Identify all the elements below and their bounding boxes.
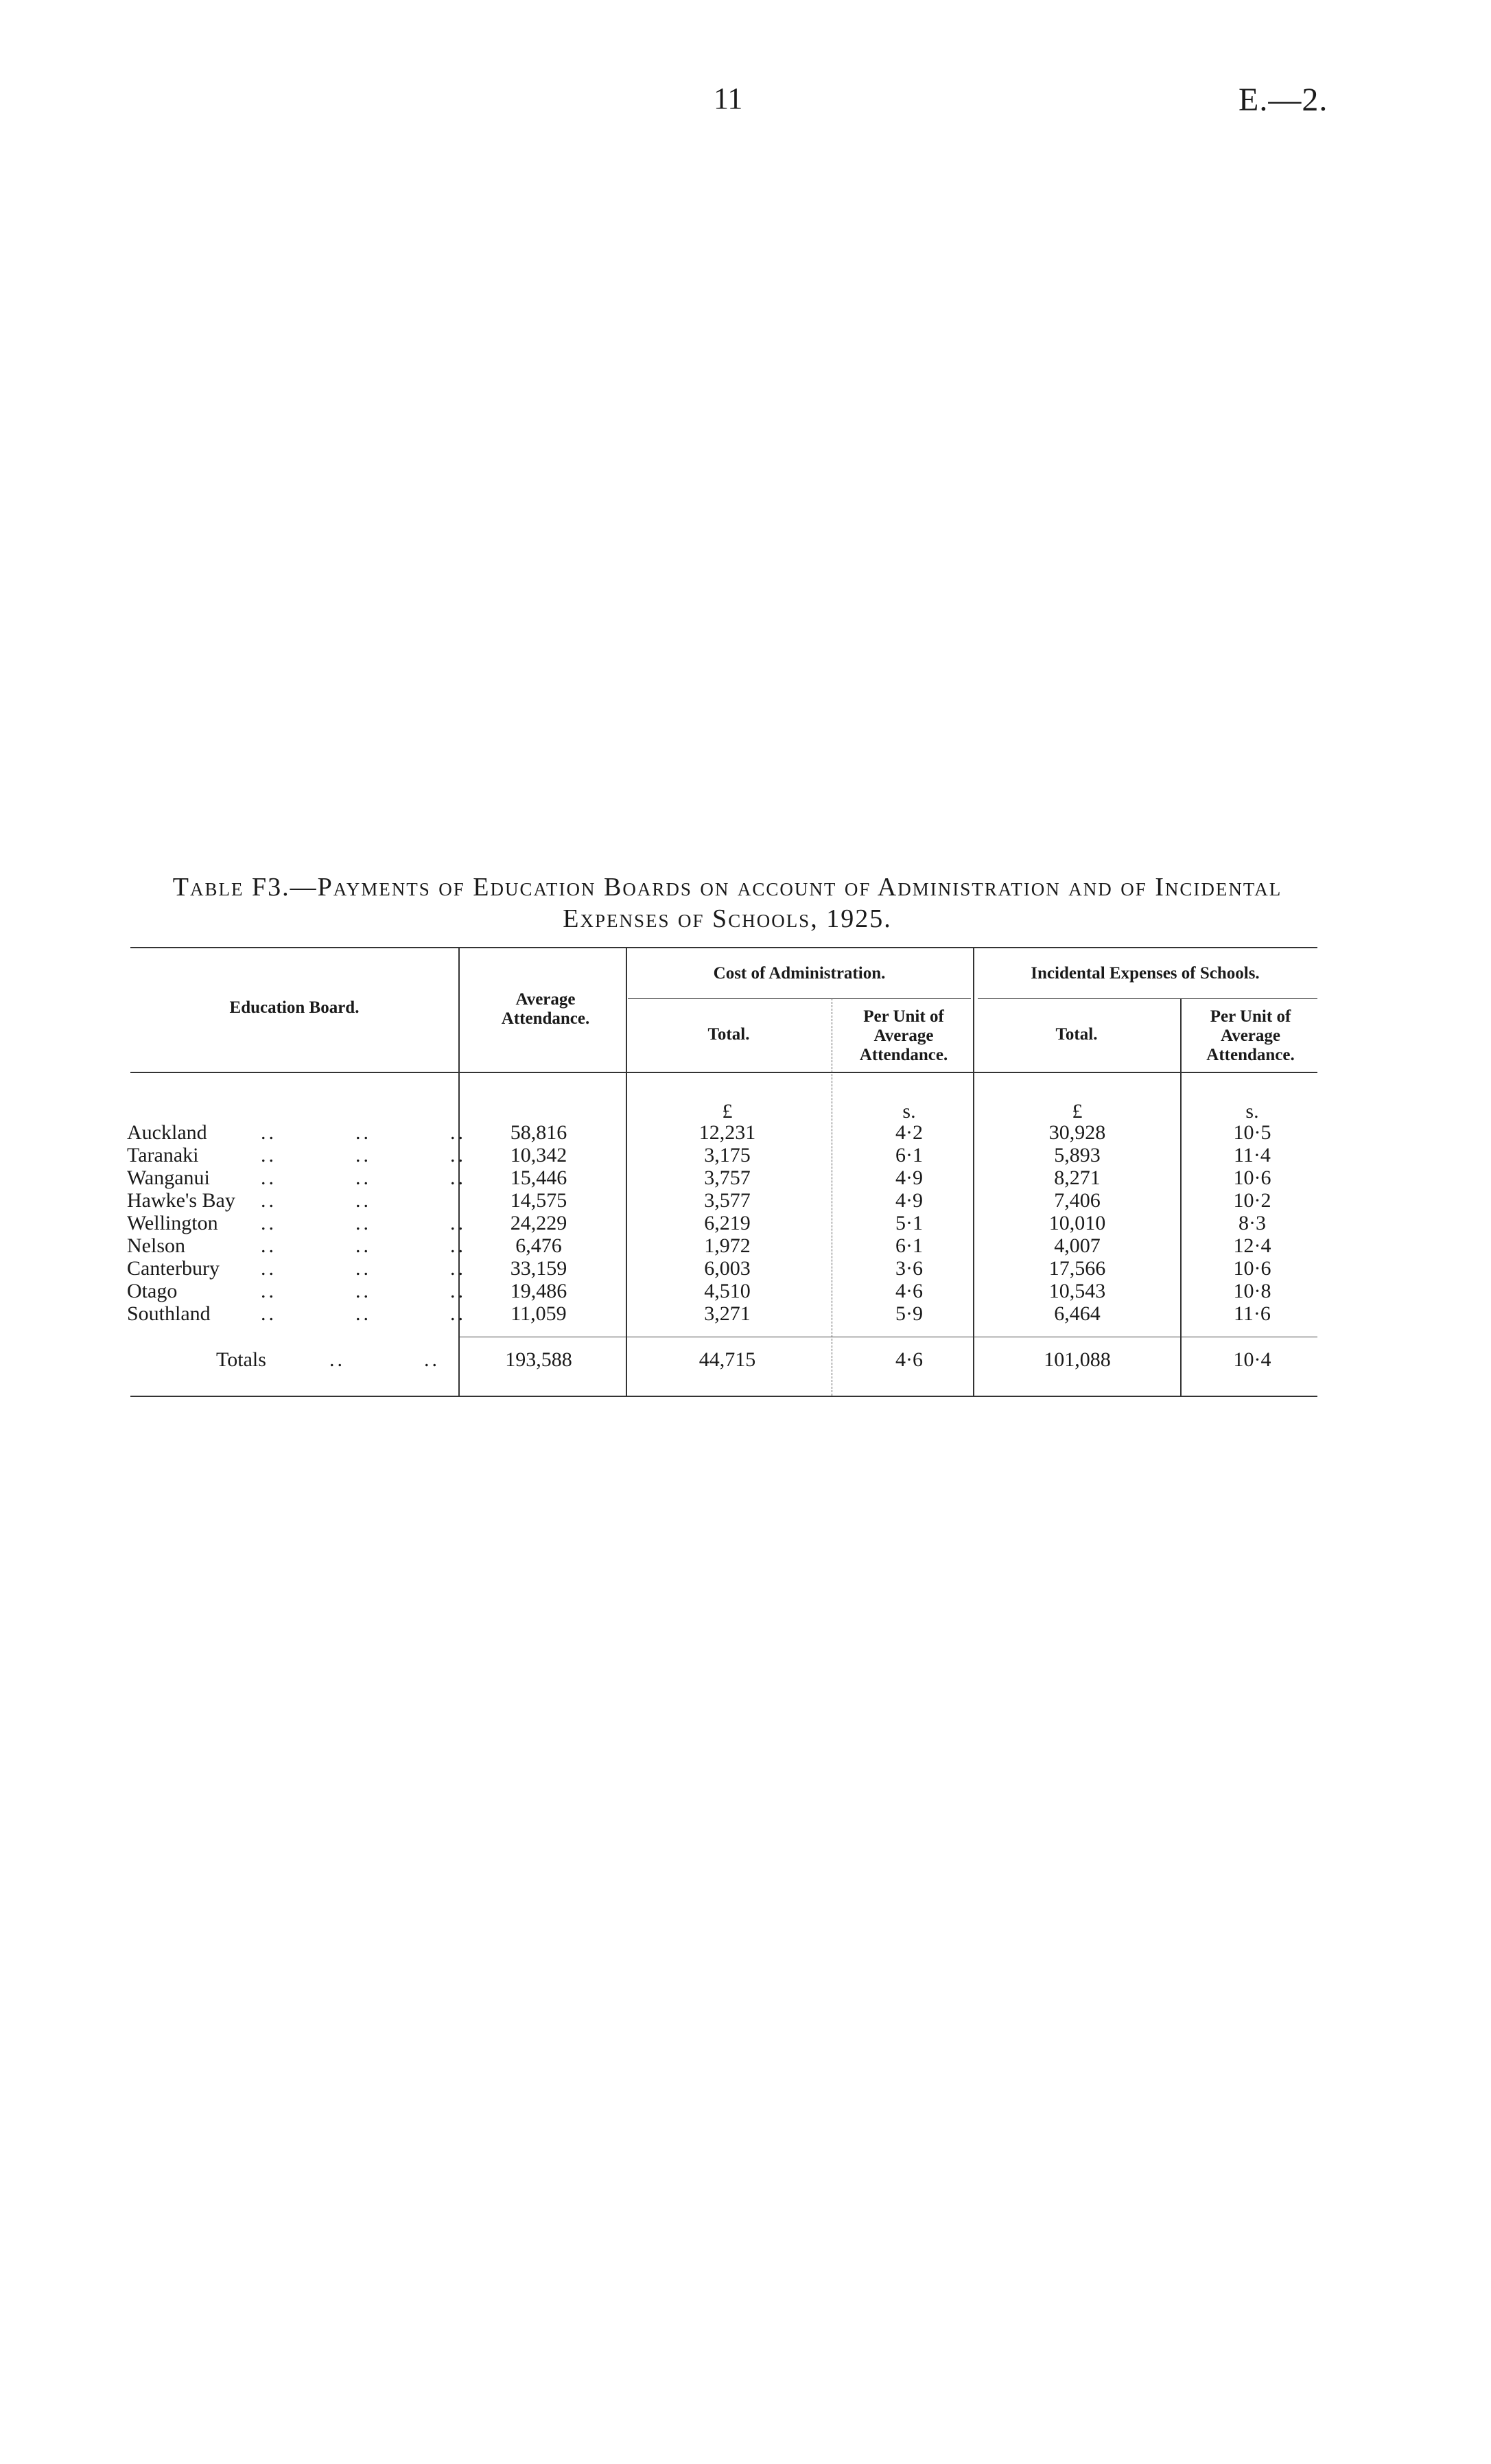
board-name: Auckland <box>127 1121 207 1144</box>
unit-incid-per-unit: s. <box>1245 1100 1259 1123</box>
admin-per-unit: 4·2 <box>895 1121 923 1144</box>
table-top-rule <box>130 947 1317 948</box>
incid-per-unit: 11·6 <box>1234 1302 1271 1325</box>
incid-total: 4,007 <box>1054 1234 1101 1257</box>
incid-total: 10,010 <box>1048 1212 1106 1234</box>
document-reference: E.—2. <box>1238 82 1328 118</box>
column-divider-2 <box>626 947 627 1396</box>
incid-total: 5,893 <box>1054 1144 1101 1166</box>
table-title-line-1: Table F3.—Payments of Education Boards on account of Administration and of Incidental <box>172 873 1282 902</box>
board-name: Taranaki <box>127 1144 199 1166</box>
incid-total: 17,566 <box>1048 1257 1106 1280</box>
leader-dots: .. .. .. <box>261 1144 466 1166</box>
incid-per-unit: 8·3 <box>1238 1212 1266 1234</box>
column-divider-5 <box>1180 998 1182 1396</box>
header-admin-per-unit: Per Unit of Average Attendance. <box>859 1007 948 1064</box>
admin-total: 6,219 <box>704 1212 751 1234</box>
admin-total: 3,175 <box>704 1144 751 1166</box>
board-name: Nelson <box>127 1234 185 1257</box>
admin-per-unit: 3·6 <box>895 1257 923 1280</box>
totals-attendance: 193,588 <box>505 1348 572 1371</box>
admin-per-unit: 6·1 <box>895 1234 923 1257</box>
leader-dots: .. .. .. <box>261 1302 466 1325</box>
admin-total: 4,510 <box>704 1280 751 1302</box>
incid-total: 8,271 <box>1054 1166 1101 1189</box>
unit-admin-total: £ <box>722 1100 733 1123</box>
group-header-rule-incidental <box>978 998 1317 999</box>
admin-total: 3,577 <box>704 1189 751 1212</box>
admin-total: 3,271 <box>704 1302 751 1325</box>
incid-per-unit: 10·5 <box>1233 1121 1271 1144</box>
board-name: Wellington <box>127 1212 218 1234</box>
attendance: 14,575 <box>510 1189 567 1212</box>
leader-dots: .. .. .. <box>261 1280 466 1302</box>
incid-total: 30,928 <box>1048 1121 1106 1144</box>
incid-per-unit: 10·2 <box>1233 1189 1271 1212</box>
incid-total: 6,464 <box>1054 1302 1101 1325</box>
admin-total: 3,757 <box>704 1166 751 1189</box>
leader-dots: .. .. .. <box>261 1166 466 1189</box>
header-admin-total: Total. <box>707 1025 750 1044</box>
attendance: 58,816 <box>510 1121 567 1144</box>
totals-incid-total: 101,088 <box>1044 1348 1111 1371</box>
admin-per-unit: 4·9 <box>895 1166 923 1189</box>
totals-admin-per-unit: 4·6 <box>895 1348 923 1371</box>
incid-per-unit: 10·6 <box>1233 1166 1271 1189</box>
incid-per-unit: 10·8 <box>1233 1280 1271 1302</box>
admin-total: 1,972 <box>704 1234 751 1257</box>
incid-total: 7,406 <box>1054 1189 1101 1212</box>
header-bottom-rule <box>130 1072 1317 1073</box>
table-title <box>130 871 1324 935</box>
totals-dots: .. .. <box>329 1348 440 1371</box>
attendance: 11,059 <box>510 1302 567 1325</box>
board-name: Southland <box>127 1302 211 1325</box>
admin-total: 12,231 <box>698 1121 756 1144</box>
header-incid-per-unit: Per Unit of Average Attendance. <box>1206 1007 1295 1064</box>
totals-incid-per-unit: 10·4 <box>1233 1348 1271 1371</box>
admin-per-unit: 4·6 <box>895 1280 923 1302</box>
header-cost-of-administration: Cost of Administration. <box>713 964 886 983</box>
admin-total: 6,003 <box>704 1257 751 1280</box>
unit-admin-per-unit: s. <box>902 1100 916 1123</box>
leader-dots: .. .. .. <box>261 1212 466 1234</box>
board-name: Wanganui <box>127 1166 210 1189</box>
unit-incid-total: £ <box>1072 1100 1083 1123</box>
table-title-line-2: Expenses of Schools, 1925. <box>563 904 892 933</box>
attendance: 19,486 <box>510 1280 567 1302</box>
board-name: Canterbury <box>127 1257 220 1280</box>
attendance: 15,446 <box>510 1166 567 1189</box>
leader-dots: .. .. .. <box>261 1121 466 1144</box>
totals-label: Totals <box>216 1348 266 1371</box>
admin-per-unit: 5·9 <box>895 1302 923 1325</box>
header-incid-total: Total. <box>1055 1025 1098 1044</box>
incid-per-unit: 11·4 <box>1234 1144 1271 1166</box>
page-number: 11 <box>714 82 743 115</box>
leader-dots: .. .. .. <box>261 1234 466 1257</box>
admin-per-unit: 4·9 <box>895 1189 923 1212</box>
totals-admin-total: 44,715 <box>698 1348 756 1371</box>
board-name: Otago <box>127 1280 178 1302</box>
attendance: 6,476 <box>515 1234 562 1257</box>
incid-per-unit: 12·4 <box>1233 1234 1271 1257</box>
admin-per-unit: 6·1 <box>895 1144 923 1166</box>
incid-total: 10,543 <box>1048 1280 1106 1302</box>
leader-dots: .. .. .. <box>261 1257 466 1280</box>
attendance: 10,342 <box>510 1144 567 1166</box>
group-header-rule-admin <box>628 998 971 999</box>
header-incidental-expenses: Incidental Expenses of Schools. <box>1031 964 1260 983</box>
header-education-board: Education Board. <box>229 998 360 1017</box>
attendance: 24,229 <box>510 1212 567 1234</box>
attendance: 33,159 <box>510 1257 567 1280</box>
board-name: Hawke's Bay <box>127 1189 235 1212</box>
incid-per-unit: 10·6 <box>1233 1257 1271 1280</box>
table-bottom-rule <box>130 1396 1317 1397</box>
leader-dots: .. .. <box>261 1189 371 1212</box>
header-average-attendance: Average Attendance. <box>501 990 590 1028</box>
admin-per-unit: 5·1 <box>895 1212 923 1234</box>
